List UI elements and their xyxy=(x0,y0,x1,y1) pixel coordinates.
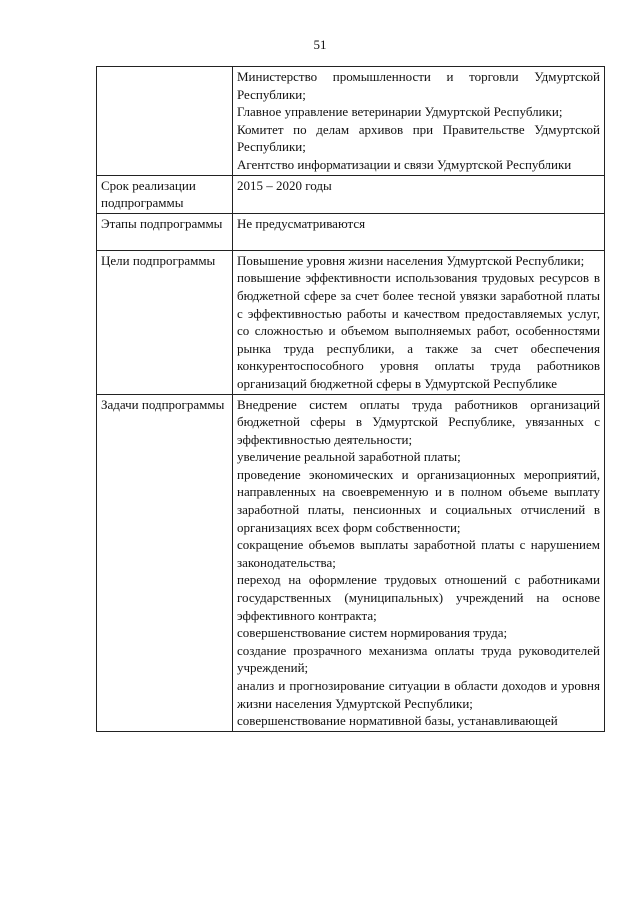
list-item: Комитет по делам архивов при Правительстве Удмуртской Республики; xyxy=(237,121,600,155)
list-item: совершенствование нормативной базы, устанавливающей xyxy=(237,713,558,729)
table-row-tasks xyxy=(97,394,605,731)
row-label: Этапы подпрограммы xyxy=(97,213,233,250)
row-label xyxy=(97,67,233,176)
list-item: создание прозрачного механизма оплаты труда руководителей учреждений; xyxy=(237,642,600,676)
list-item: повышение эффективности использования трудовых ресурсов в бюджетной сфере за счет более тесной увязки заработной платы с эффективностью работы и качеством предоставляемых услуг, со сложностью и объемом выполняемых работ, особенностями рынка труда республики, а также за счет обеспечения конкурентоспособного уровня оплаты труда работников организаций бюджетной сферы в Удмуртской Республике xyxy=(237,270,600,391)
row-content xyxy=(233,175,605,213)
row-label: Задачи подпрограммы xyxy=(97,394,233,731)
table-row-stages xyxy=(97,213,605,250)
list-item: проведение экономических и организационных мероприятий, направленных на своевременную и в полном объеме выплату заработной платы, пенсионных и социальных отчислений в организациях всех форм собственности; xyxy=(237,466,600,535)
list-item: совершенствование систем нормирования труда; xyxy=(237,625,508,641)
row-label: Цели подпрограммы xyxy=(97,250,233,394)
row-content xyxy=(233,67,605,176)
list-item: Агентство информатизации и связи Удмуртской Республики xyxy=(237,156,572,172)
row-content xyxy=(233,394,605,731)
list-item: сокращение объемов выплаты заработной платы с нарушением законодательства; xyxy=(237,537,600,570)
list-item: Министерство промышленности и торговли Удмуртской Республики; xyxy=(237,69,600,102)
table-row-term xyxy=(97,175,605,213)
list-item: Повышение уровня жизни населения Удмуртской Республики; xyxy=(237,252,585,268)
list-item: Главное управление ветеринарии Удмуртской Республики; xyxy=(237,104,563,120)
list-item: анализ и прогнозирование ситуации в области доходов и уровня жизни населения Удмуртской Республики; xyxy=(237,678,600,711)
list-item: увеличение реальной заработной платы; xyxy=(237,449,461,465)
list-item: 2015 – 2020 годы xyxy=(237,177,332,193)
list-item: Не предусматриваются xyxy=(237,215,366,231)
list-item: переход на оформление трудовых отношений с работниками государственных (муниципальных) учреждений на основе эффективного контракта; xyxy=(237,572,600,623)
passport-table xyxy=(96,66,605,732)
row-label: Срок реализации подпрограммы xyxy=(97,175,233,213)
table-row-executors xyxy=(97,67,605,176)
list-item: Внедрение систем оплаты труда работников организаций бюджетной сферы в Удмуртской Республике, увязанных с эффективностью деятельности; xyxy=(237,396,600,447)
row-content xyxy=(233,250,605,394)
row-content xyxy=(233,213,605,250)
table-row-goals xyxy=(97,250,605,394)
page-number: 51 xyxy=(313,37,327,52)
